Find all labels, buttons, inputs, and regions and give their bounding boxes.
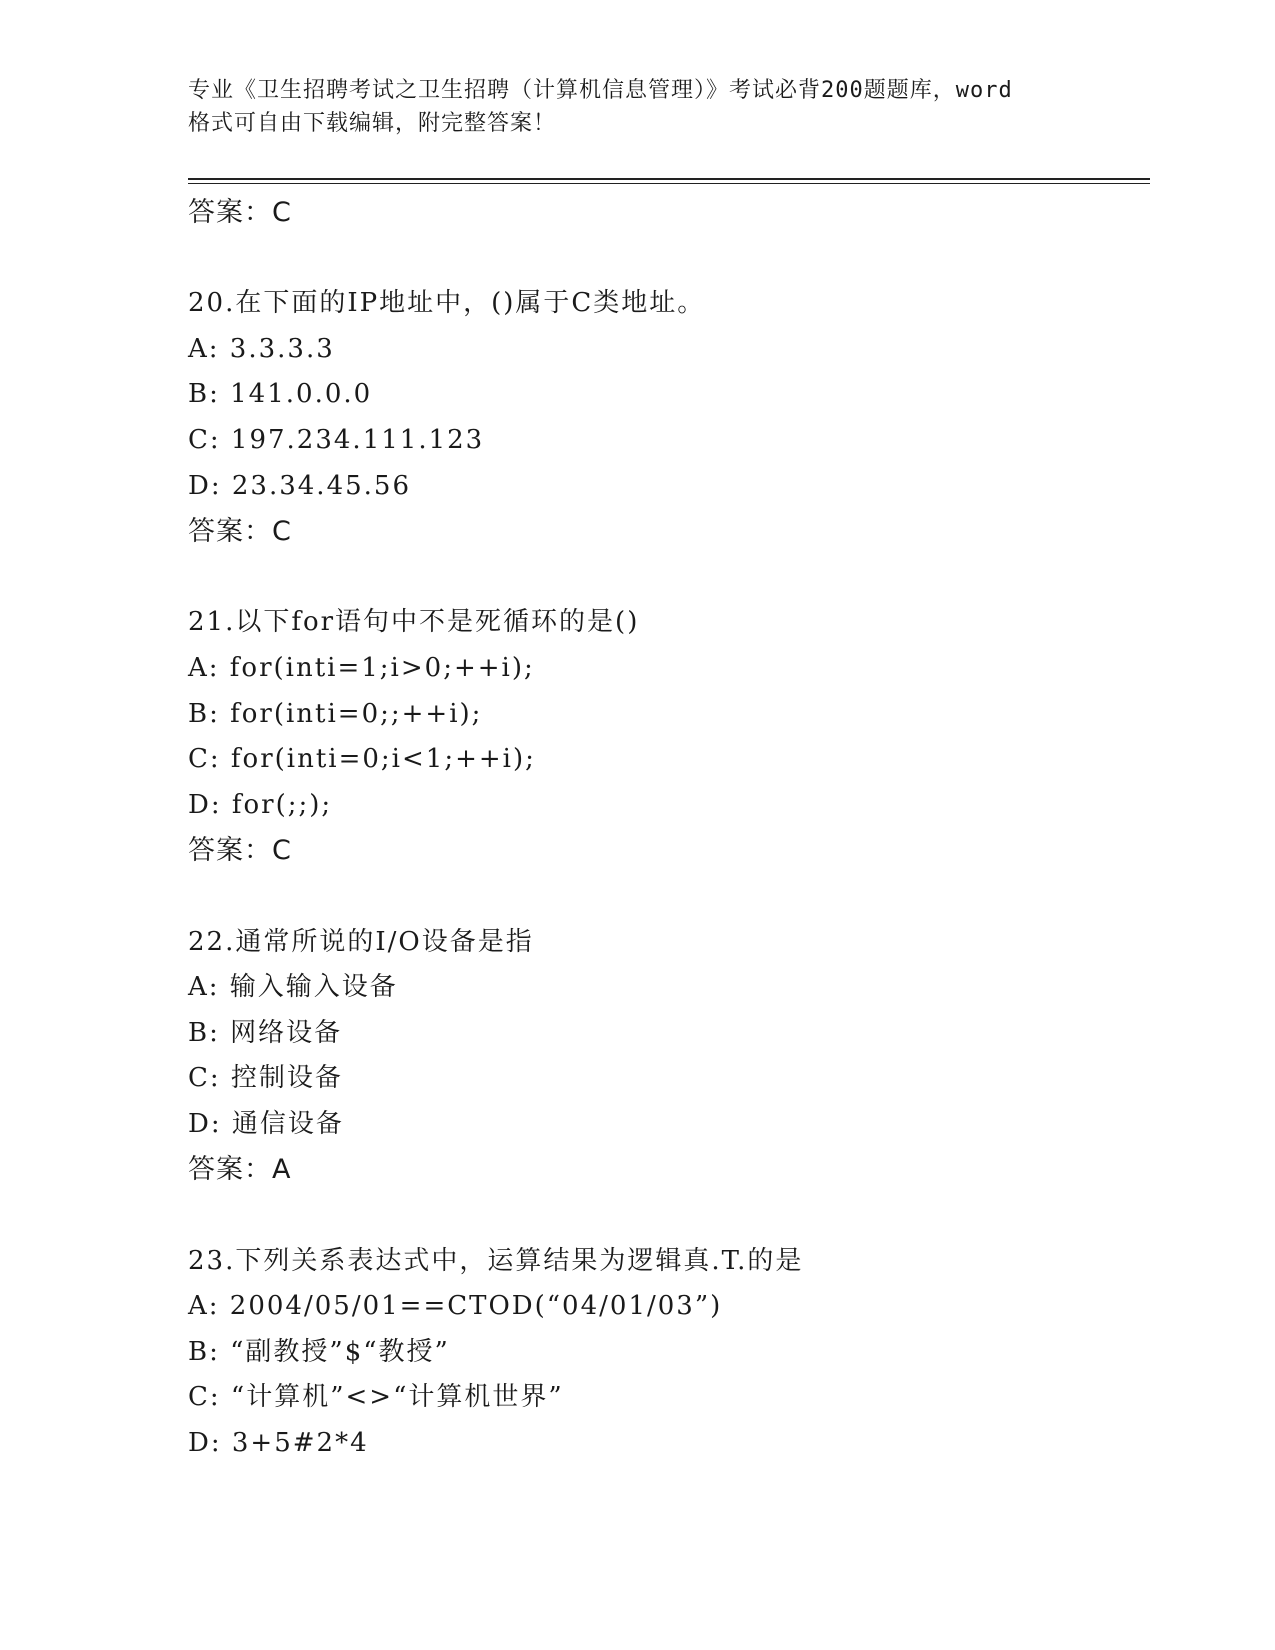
option-c: C: for(inti=0;i<1;++i); (188, 744, 536, 775)
question-block (188, 600, 1148, 874)
answer-line: 答案：C (188, 516, 292, 548)
option-d: D: 23.34.45.56 (188, 470, 411, 501)
header-divider-thin (188, 183, 1150, 184)
option-a: A: 3.3.3.3 (188, 333, 335, 364)
option-b: B: 网络设备 (188, 1017, 343, 1048)
question-block (188, 920, 1148, 1194)
option-c: C: 控制设备 (188, 1063, 343, 1094)
option-b: B: “副教授”$“教授” (188, 1336, 450, 1367)
answer-line: 答案：C (188, 835, 292, 867)
header-divider (188, 178, 1150, 180)
document-header (188, 74, 1088, 140)
question-block (188, 1239, 1148, 1467)
option-b: B: for(inti=0;;++i); (188, 698, 483, 729)
header-line-2: 格式可自由下载编辑，附完整答案！ (188, 111, 557, 136)
option-a: A: 2004/05/01==CTOD(“04/01/03”) (188, 1291, 723, 1322)
answer-line: 答案：A (188, 1154, 292, 1186)
question-stem: 20.在下面的IP地址中，()属于C类地址。 (188, 288, 706, 319)
option-d: D: 3+5#2*4 (188, 1428, 369, 1459)
option-a: A: for(inti=1;i>0;++i); (188, 652, 535, 683)
option-d: D: 通信设备 (188, 1108, 344, 1139)
option-d: D: for(;;); (188, 789, 333, 820)
spacer (188, 236, 1148, 282)
question-stem: 23.下列关系表达式中，运算结果为逻辑真.T.的是 (188, 1245, 804, 1276)
spacer (188, 874, 1148, 920)
option-c: C: 197.234.111.123 (188, 424, 485, 455)
spacer (188, 555, 1148, 601)
question-list (188, 190, 1148, 1467)
option-b: B: 141.0.0.0 (188, 379, 373, 410)
header-line-1: 专业《卫生招聘考试之卫生招聘（计算机信息管理）》考试必背200题题库，word (188, 78, 1013, 103)
question-stem: 21.以下for语句中不是死循环的是() (188, 607, 640, 638)
answer-line: 答案：C (188, 197, 292, 228)
option-c: C: “计算机”<>“计算机世界” (188, 1382, 564, 1413)
question-stem: 22.通常所说的I/O设备是指 (188, 926, 534, 957)
question-block (188, 281, 1148, 555)
spacer (188, 1193, 1148, 1239)
option-a: A: 输入输入设备 (188, 972, 398, 1003)
